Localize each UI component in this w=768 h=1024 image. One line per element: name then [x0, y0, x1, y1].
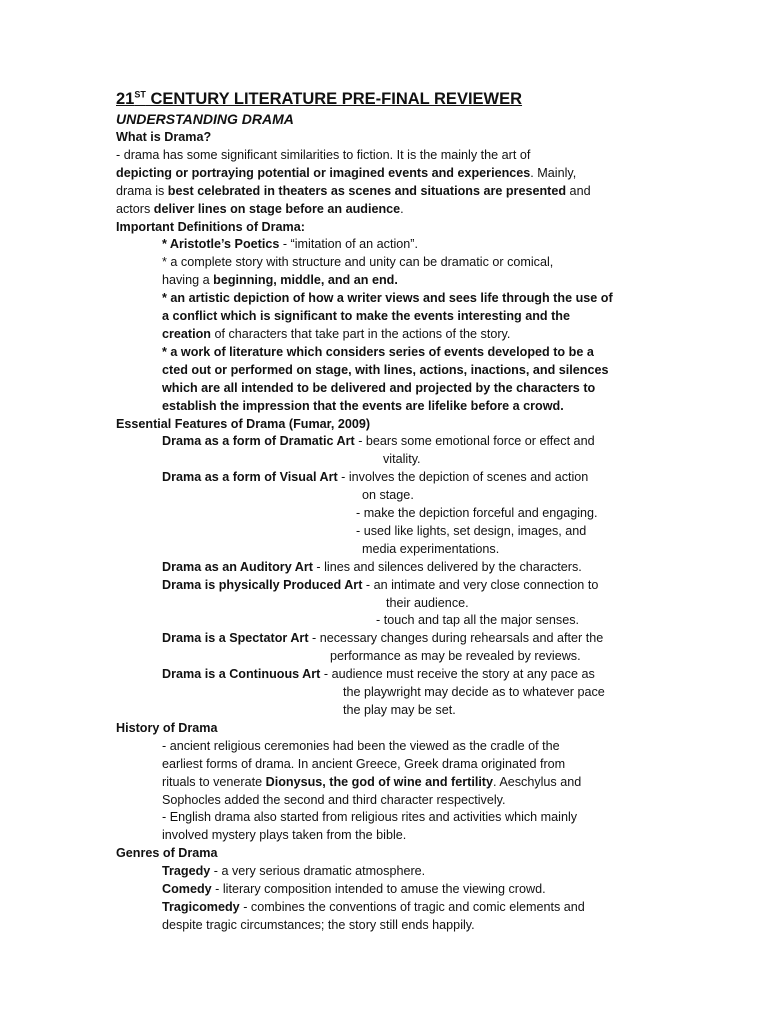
history-line: rituals to venerate Dionysus, the god of wine and fertility. Aeschylus and	[162, 774, 582, 789]
definition-line: cted out or performed on stage, with lines, actions, inactions, and silences	[162, 362, 609, 377]
feature-item: Drama is a Spectator Art - necessary changes during rehearsals and after the	[162, 631, 604, 646]
heading-features: Essential Features of Drama (Fumar, 2009)	[116, 416, 371, 431]
heading-history: History of Drama	[116, 720, 218, 735]
heading-genres: Genres of Drama	[116, 846, 218, 861]
feature-item: Drama is a Continuous Art - audience must receive the story at any pace as	[162, 667, 595, 682]
title-number: 21	[116, 90, 135, 108]
genre-item: Tragedy - a very serious dramatic atmosphere.	[162, 864, 426, 879]
paragraph-line: - drama has some significant similarities to fiction. It is the mainly the art of	[116, 147, 531, 162]
definition-line: a conflict which is significant to make the events interesting and the	[162, 309, 570, 324]
genre-item: Comedy - literary composition intended to amuse the viewing crowd.	[162, 882, 546, 897]
definition-line: establish the impression that the events are lifelike before a crowd.	[162, 398, 564, 413]
definition-line: having a beginning, middle, and an end.	[162, 273, 398, 288]
title-superscript: ST	[134, 89, 146, 100]
heading-definitions: Important Definitions of Drama:	[116, 219, 305, 234]
feature-continuation: the play may be set.	[343, 703, 456, 717]
feature-continuation: media experimentations.	[362, 541, 500, 556]
document-page	[116, 88, 656, 935]
paragraph-line: drama is best celebrated in theaters as scenes and situations are presented and	[116, 183, 591, 198]
feature-continuation: vitality.	[383, 452, 421, 467]
genre-line: despite tragic circumstances; the story still ends happily.	[162, 917, 475, 932]
feature-item: Drama is physically Produced Art - an intimate and very close connection to	[162, 577, 599, 592]
feature-continuation: performance as may be revealed by reviews.	[330, 649, 581, 664]
section-subtitle: UNDERSTANDING DRAMA	[116, 111, 294, 127]
paragraph-line: actors deliver lines on stage before an audience.	[116, 201, 404, 216]
genre-item: Tragicomedy - combines the conventions of tragic and comic elements and	[162, 899, 585, 914]
heading-what-is-drama: What is Drama?	[116, 130, 212, 144]
definition-item: * a work of literature which considers series of events developed to be a	[162, 344, 594, 359]
title-text: CENTURY LITERATURE PRE-FINAL REVIEWER	[145, 90, 523, 108]
feature-continuation: - touch and tap all the major senses.	[376, 613, 580, 628]
feature-item: Drama as a form of Dramatic Art - bears some emotional force or effect and	[162, 434, 595, 449]
history-line: earliest forms of drama. In ancient Greece, Greek drama originated from	[162, 756, 566, 771]
definition-item: * an artistic depiction of how a writer views and sees life through the use of	[162, 291, 613, 306]
history-line: involved mystery plays taken from the bible.	[162, 828, 407, 843]
page-title	[116, 88, 656, 110]
feature-continuation: - used like lights, set design, images, and	[356, 523, 587, 538]
feature-continuation: - make the depiction forceful and engaging.	[356, 506, 598, 521]
definition-item: * Aristotle’s Poetics - “imitation of an action”.	[162, 237, 418, 252]
feature-item: Drama as a form of Visual Art - involves the depiction of scenes and action	[162, 470, 589, 485]
definition-line: which are all intended to be delivered and projected by the characters to	[162, 380, 596, 395]
definition-item: * a complete story with structure and unity can be dramatic or comical,	[162, 255, 554, 270]
paragraph-line: depicting or portraying potential or imagined events and experiences. Mainly,	[116, 165, 577, 180]
definition-line: creation of characters that take part in the actions of the story.	[162, 326, 511, 341]
feature-continuation: their audience.	[386, 595, 469, 610]
history-line: Sophocles added the second and third character respectively.	[162, 792, 506, 807]
feature-continuation: the playwright may decide as to whatever pace	[343, 685, 605, 700]
feature-item: Drama as an Auditory Art - lines and silences delivered by the characters.	[162, 559, 582, 574]
feature-continuation: on stage.	[362, 488, 414, 503]
history-line: - English drama also started from religious rites and activities which mainly	[162, 810, 578, 825]
history-line: - ancient religious ceremonies had been the viewed as the cradle of the	[162, 738, 560, 753]
